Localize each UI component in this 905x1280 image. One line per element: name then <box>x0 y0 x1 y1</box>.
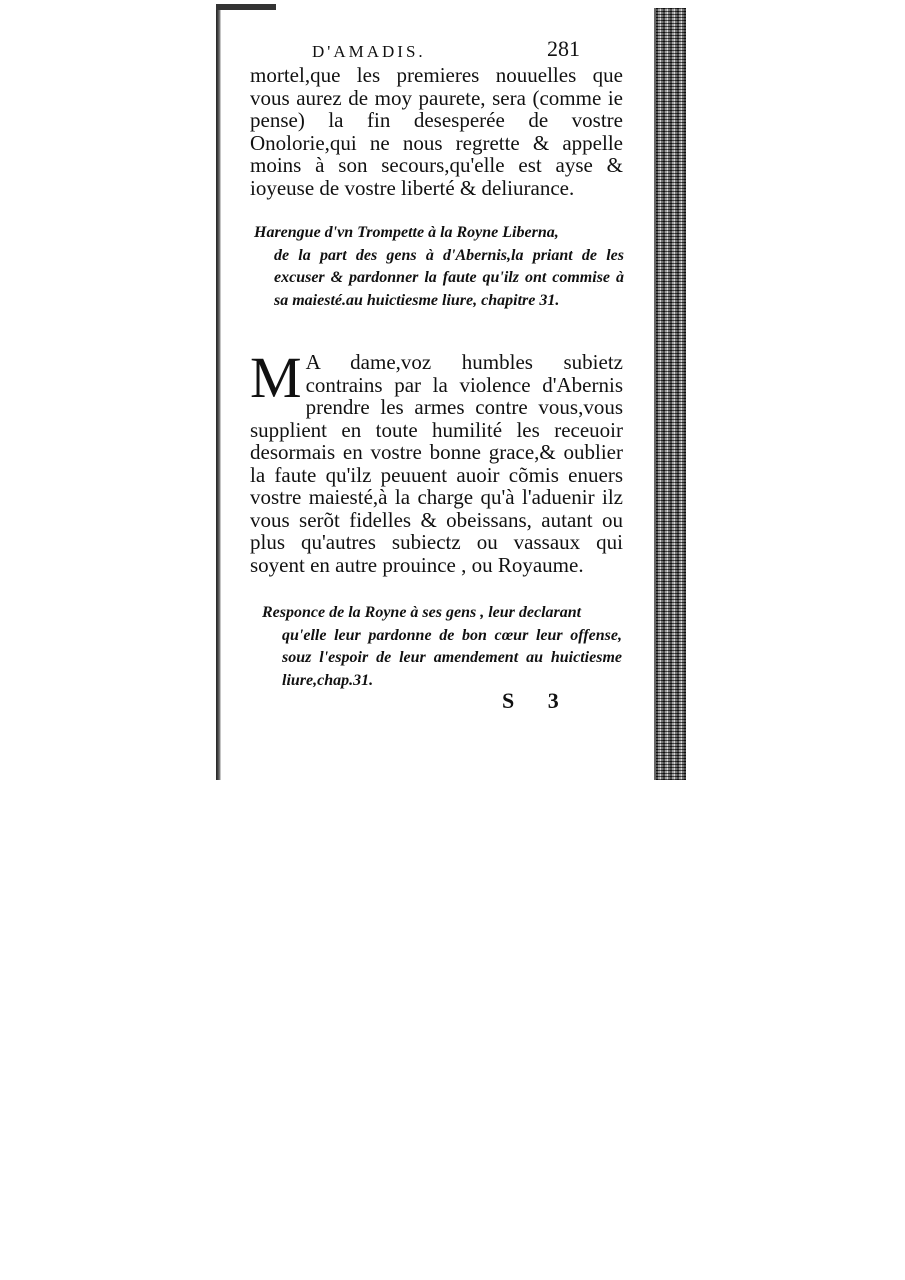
heading-1-first-line: Harengue d'vn Trompette à la Royne Liberna, <box>254 224 559 241</box>
paragraph-2-text: A dame,voz humbles subietz contrains par la violence d'Abernis prendre les armes contre vous,vous supplient en toute humilité les receuoir desormais en vostre bonne grace,& oublier la faute qu'ilz peuuent auoir cõmis enuers vostre maiesté,à la charge qu'à l'aduenir ilz vous serõt fidelles & obeissans, autant ou plus qu'autres subiectz ou vassaux qui soyent en autre prouince , ou Royaume. <box>250 350 623 577</box>
paragraph-2 <box>250 345 623 577</box>
page-top-edge <box>216 4 276 10</box>
paragraph-1: mortel,que les premieres nouuelles que vous aurez de moy paurete, sera (comme ie pense) la fin desesperée de vostre Onolorie,qui ne nous regrette & appelle moins à son secours,qu'elle est ayse & ioyeuse de vostre liberté & deliurance. <box>250 63 623 200</box>
running-head: D'AMADIS. <box>312 42 426 61</box>
heading-1 <box>254 222 624 312</box>
signature-mark: S 3 <box>502 688 573 713</box>
heading-2 <box>262 602 622 692</box>
page-fore-edge <box>656 8 686 780</box>
scanned-page <box>216 4 686 780</box>
heading-2-rest: qu'elle leur pardonne de bon cœur leur offense, souz l'espoir de leur amendement au huictiesme liure,chap.31. <box>282 626 622 689</box>
drop-capital: M <box>250 345 302 410</box>
heading-2-first-line: Responce de la Royne à ses gens , leur declarant <box>262 604 582 621</box>
heading-1-rest: de la part des gens à d'Abernis,la priant de les excuser & pardonner la faute qu'ilz ont commise à sa maiesté.au huictiesme liure, chapitre 31. <box>274 246 624 309</box>
page-number: 281 <box>547 36 580 61</box>
page-left-edge <box>216 4 221 780</box>
